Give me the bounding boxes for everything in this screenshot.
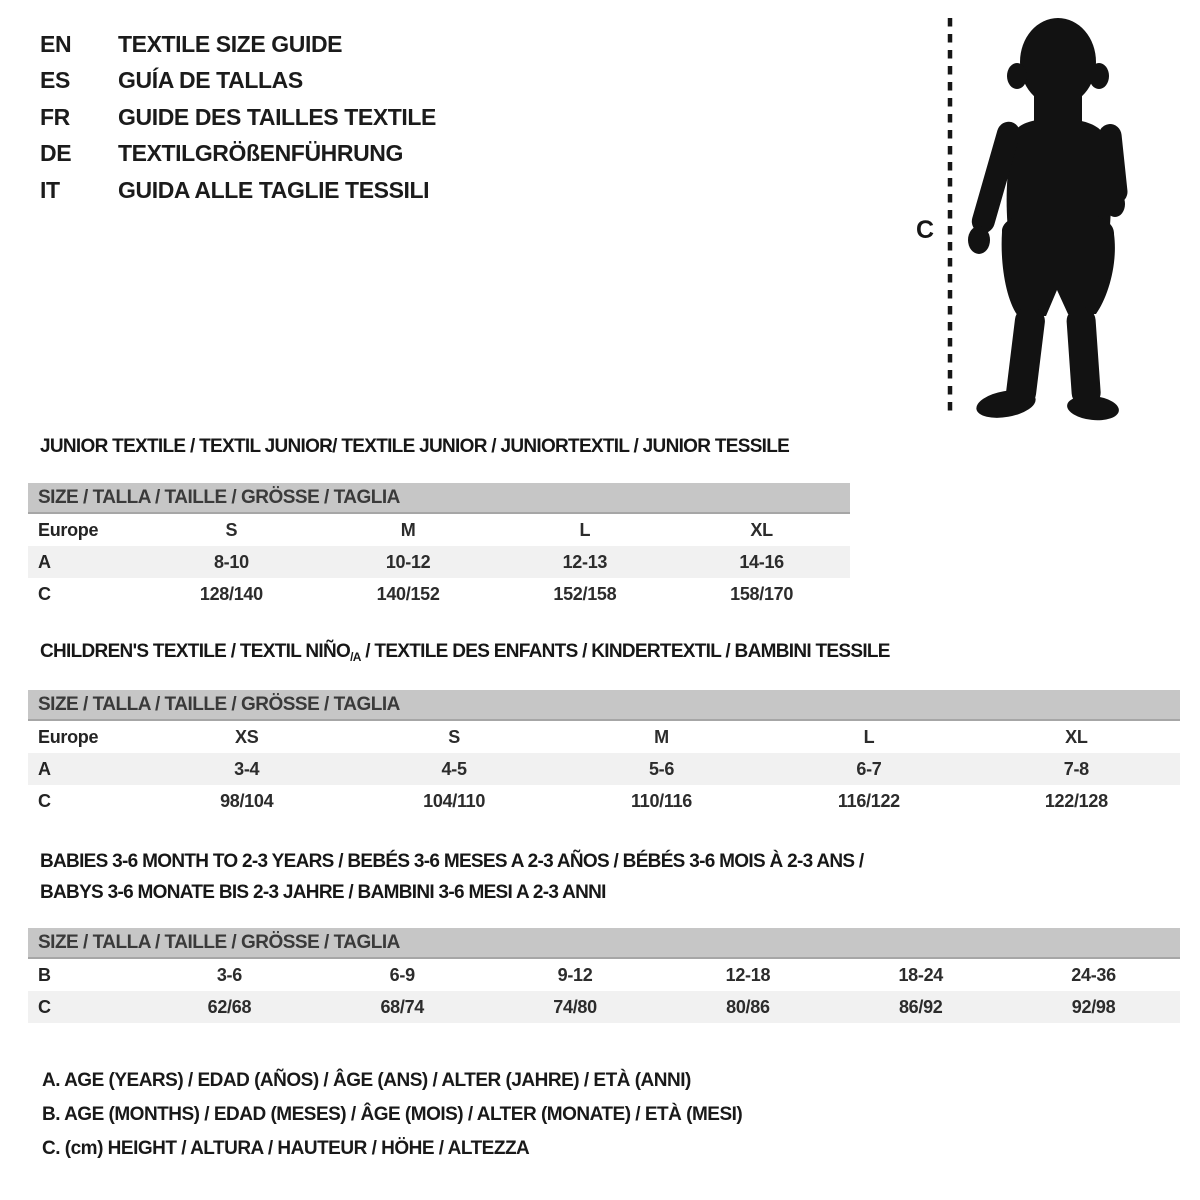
size-header-bar: SIZE / TALLA / TAILLE / GRÖSSE / TAGLIA xyxy=(28,483,850,514)
row-label-cell: A xyxy=(38,551,51,572)
value-cell: 152/158 xyxy=(553,583,617,604)
table-row xyxy=(28,785,1180,817)
value-cell: 80/86 xyxy=(726,996,770,1017)
value-cell: 7-8 xyxy=(1063,758,1089,779)
section-title-line-1: BABIES 3-6 MONTH TO 2-3 YEARS / BEBÉS 3-6 MESES A 2-3 AÑOS / BÉBÉS 3-6 MOIS À 2-3 ANS / xyxy=(40,851,864,872)
value-cell: 128/140 xyxy=(199,583,263,604)
value-cell: 12-18 xyxy=(725,964,771,985)
value-cell: M xyxy=(654,726,669,747)
language-row xyxy=(40,63,436,100)
language-row xyxy=(40,136,436,173)
value-cell: 86/92 xyxy=(898,996,943,1017)
language-label: TEXTILGRÖßENFÜHRUNG xyxy=(118,140,403,167)
column-header-row xyxy=(28,514,850,546)
value-cell: 12-13 xyxy=(562,551,608,572)
column-header-row xyxy=(28,721,1180,753)
section-babies-textile xyxy=(28,851,1180,1023)
value-cell: 6-9 xyxy=(389,964,415,985)
value-cell: 24-36 xyxy=(1071,964,1116,985)
value-cell: 116/122 xyxy=(837,790,900,811)
value-cell: 140/152 xyxy=(376,583,440,604)
legend-line: A. AGE (YEARS) / EDAD (AÑOS) / ÂGE (ANS) / ALTER (JAHRE) / ETÀ (ANNI) xyxy=(42,1070,691,1091)
row-label-cell: A xyxy=(38,758,51,779)
table-row xyxy=(28,991,1180,1023)
language-code: IT xyxy=(40,176,60,203)
value-cell: 14-16 xyxy=(739,551,784,572)
row-label-cell: Europe xyxy=(38,726,99,747)
section-children-textile xyxy=(28,641,1180,817)
measure-label-c: C xyxy=(916,216,935,244)
value-cell: 9-12 xyxy=(557,964,593,985)
section-title-line-2: BABYS 3-6 MONATE BIS 2-3 JAHRE / BAMBINI 3-6 MESI A 2-3 ANNI xyxy=(40,882,606,903)
language-row xyxy=(40,172,436,209)
row-label-cell: B xyxy=(38,964,51,985)
row-label-cell: C xyxy=(38,583,51,604)
value-cell: 110/116 xyxy=(631,790,692,811)
toddler-silhouette xyxy=(968,18,1129,423)
language-label: GUIDA ALLE TAGLIE TESSILI xyxy=(118,176,430,203)
table-row xyxy=(28,959,1180,991)
legend-line: B. AGE (MONTHS) / EDAD (MESES) / ÂGE (MOIS) / ALTER (MONATE) / ETÀ (MESI) xyxy=(42,1104,743,1125)
language-label: GUIDE DES TAILLES TEXTILE xyxy=(118,103,436,130)
language-code: ES xyxy=(40,67,70,94)
value-cell: 98/104 xyxy=(220,790,274,811)
language-row xyxy=(40,26,436,63)
section-title: JUNIOR TEXTILE / TEXTIL JUNIOR/ TEXTILE JUNIOR / JUNIORTEXTIL / JUNIOR TESSILE xyxy=(40,436,790,457)
value-cell: 4-5 xyxy=(441,758,467,779)
size-header-bar: SIZE / TALLA / TAILLE / GRÖSSE / TAGLIA xyxy=(28,928,1180,959)
value-cell: 6-7 xyxy=(856,758,882,779)
value-cell: 8-10 xyxy=(213,551,249,572)
section-title xyxy=(40,641,1180,663)
value-cell: 92/98 xyxy=(1071,996,1116,1017)
value-cell: 5-6 xyxy=(648,758,675,779)
value-cell: XL xyxy=(750,519,773,540)
language-code: EN xyxy=(40,30,72,57)
table-row xyxy=(28,578,850,610)
language-code: FR xyxy=(40,103,70,130)
value-cell: 10-12 xyxy=(385,551,431,572)
value-cell: XS xyxy=(234,726,259,747)
row-label-cell: Europe xyxy=(38,519,99,540)
legend-line: C. (cm) HEIGHT / ALTURA / HAUTEUR / HÖHE / ALTEZZA xyxy=(42,1138,530,1159)
language-row xyxy=(40,99,436,136)
value-cell: 62/68 xyxy=(207,996,252,1017)
value-cell: XL xyxy=(1065,726,1088,747)
row-label-cell: C xyxy=(38,996,51,1017)
junior-size-table xyxy=(28,514,850,610)
children-size-table xyxy=(28,721,1180,817)
value-cell: 74/80 xyxy=(553,996,597,1017)
toddler-figure xyxy=(905,8,1150,433)
value-cell: 3-4 xyxy=(234,758,260,779)
legend xyxy=(42,1070,742,1172)
table-row xyxy=(28,753,1180,785)
language-code: DE xyxy=(40,140,72,167)
language-label: GUÍA DE TALLAS xyxy=(118,67,303,94)
title-text: / TEXTILE DES ENFANTS / KINDERTEXTIL / BAMBINI TESSILE xyxy=(360,641,890,662)
size-header-bar: SIZE / TALLA / TAILLE / GRÖSSE / TAGLIA xyxy=(28,690,1180,721)
value-cell: 18-24 xyxy=(898,964,943,985)
value-cell: S xyxy=(225,519,238,540)
value-cell: 104/110 xyxy=(423,790,486,811)
row-label-cell: C xyxy=(38,790,51,811)
title-subscript: /A xyxy=(350,650,361,664)
value-cell: L xyxy=(863,726,875,747)
value-cell: 3-6 xyxy=(216,964,242,985)
table-row xyxy=(28,546,850,578)
value-cell: S xyxy=(448,726,460,747)
language-title-list xyxy=(40,26,436,209)
value-cell: M xyxy=(400,519,416,540)
language-label: TEXTILE SIZE GUIDE xyxy=(118,30,343,57)
value-cell: 122/128 xyxy=(1044,790,1108,811)
value-cell: 158/170 xyxy=(730,583,794,604)
value-cell: L xyxy=(579,519,591,540)
section-junior-textile xyxy=(28,436,850,610)
title-text: CHILDREN'S TEXTILE / TEXTIL NIÑO xyxy=(40,641,351,662)
value-cell: 68/74 xyxy=(380,996,425,1017)
babies-size-table xyxy=(28,959,1180,1023)
